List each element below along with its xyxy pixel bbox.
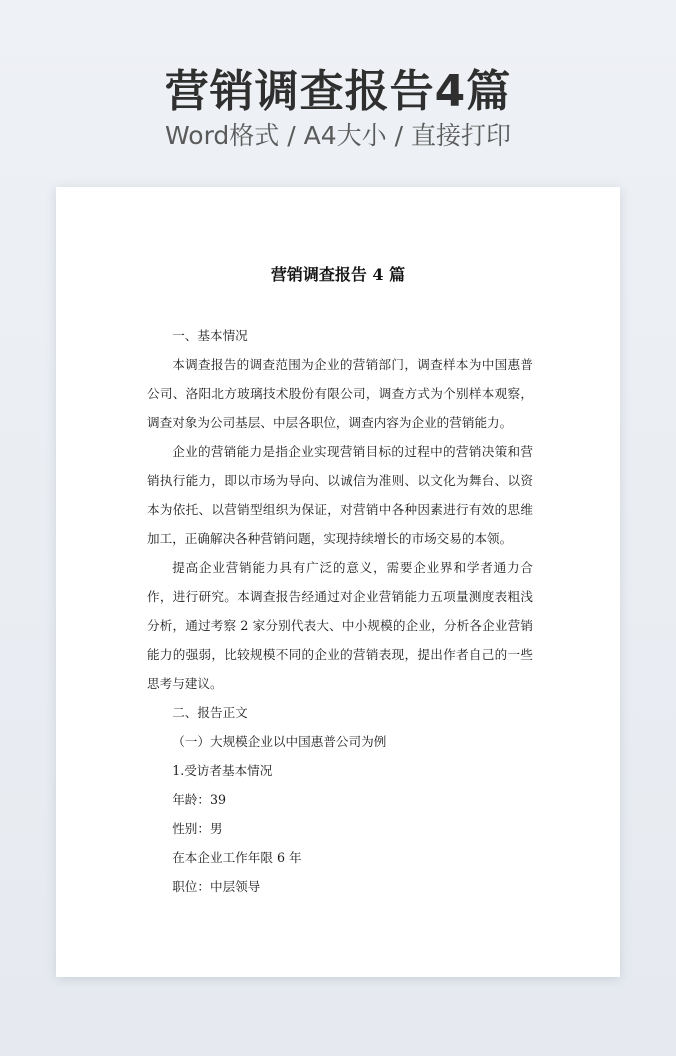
info-line-age: 年龄：39 xyxy=(172,792,226,807)
body-paragraph: 企业的营销能力是指企业实现营销目标的过程中的营销决策和营销执行能力，即以市场为导向、以诚信为准则、以文化为舞台、以资本为依托、以营销型组织为保证，对营销中各种因素进行有效的思维加工，正确解决各种营销问题，实现持续增长的市场交易的本领。 xyxy=(147,444,533,546)
section-heading-report-body: 二、报告正文 xyxy=(172,705,248,720)
document-body xyxy=(147,321,533,901)
body-paragraph: 提高企业营销能力具有广泛的意义，需要企业界和学者通力合作，进行研究。本调查报告经通过对企业营销能力五项量测度表粗浅分析，通过考察 2 家分别代表大、中小规模的企业，分析各企业营销能力的强弱，比较规模不同的企业的营销表现，提出作者自己的一些思考与建议。 xyxy=(147,560,533,691)
section-heading-basic-info: 一、基本情况 xyxy=(172,328,248,343)
list-heading: 1.受访者基本情况 xyxy=(172,763,273,778)
banner-subtitle: Word格式 / A4大小 / 直接打印 xyxy=(165,121,511,150)
info-line-gender: 性别：男 xyxy=(172,821,223,836)
document-title: 营销调查报告 4 篇 xyxy=(270,265,406,284)
document-page xyxy=(56,187,620,977)
banner-title: 营销调查报告4篇 xyxy=(164,66,512,117)
subsection-heading: （一）大规模企业以中国惠普公司为例 xyxy=(172,734,387,749)
info-line-tenure: 在本企业工作年限 6 年 xyxy=(172,850,302,865)
body-paragraph: 本调查报告的调查范围为企业的营销部门，调查样本为中国惠普公司、洛阳北方玻璃技术股份有限公司，调查方式为个别样本观察，调查对象为公司基层、中层各职位，调查内容为企业的营销能力。 xyxy=(147,357,533,430)
info-line-position: 职位：中层领导 xyxy=(172,879,261,894)
